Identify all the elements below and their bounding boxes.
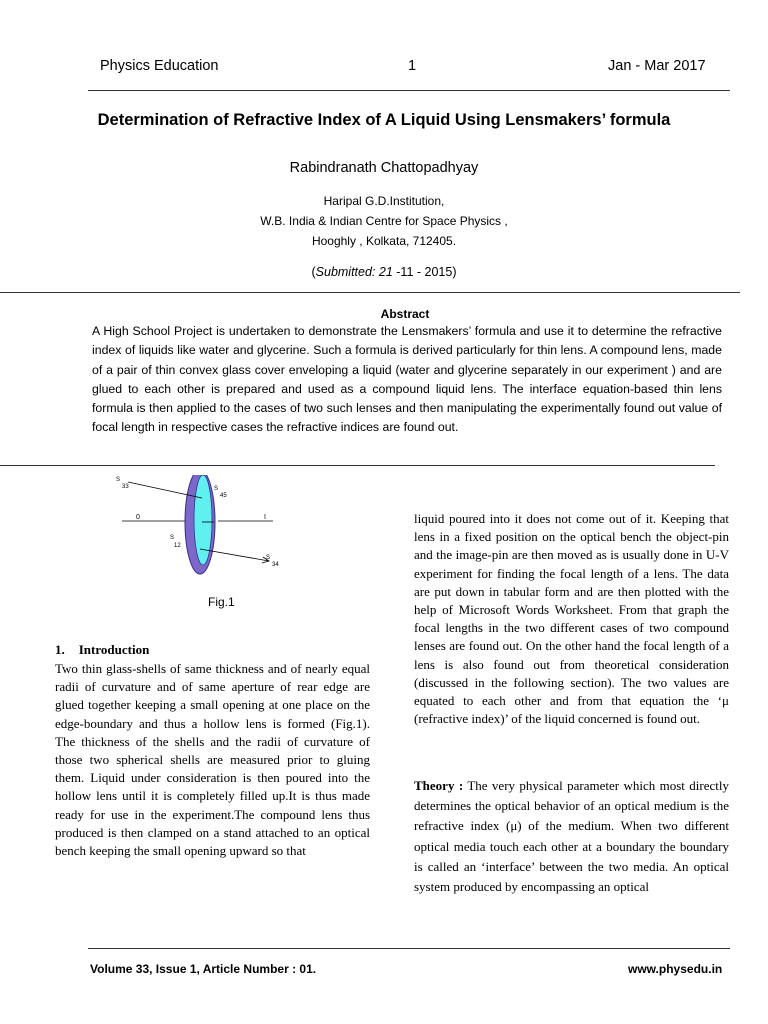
abstract-bottom-rule [0, 465, 715, 466]
label-o: 0 [136, 514, 140, 521]
footer-rule [88, 948, 730, 949]
introduction-text: Two thin glass-shells of same thickness and of nearly equal radii of curvature and of same aperture of rear edge are glued together keeping a small opening at one place on the edge-boundary and thus a hollow lens is formed (Fig.1). The thickness of the shells and the radii of curvature of those two spherical shells are measured prior to gluing them. Liquid under consideration is then poured into the hollow lens until it is completely filled up.It is thus made ready for use in the experiment.The compound lens thus produced is then clamped on a stand attached to an optical bench keeping the small opening upward so that [55, 661, 370, 859]
column-two-text: liquid poured into it does not come out of it. Keeping that lens in a fixed position on the optical bench the object-pin and the image-pin are then moved as is usually done in U-V experiment for finding the focal length of a lens. The data are put down in tabular form and are then plotted with the help of Microsoft Words Worksheet. From that graph the focal lengths in the two different cases of two compound lenses are found out. On the other hand the focal length of a lens is also found out from theoretical consideration (discussed in the following section). The two values are equated to each other and from that equation the ‘μ (refractive index)’ of the liquid concerned is found out. [414, 511, 729, 727]
theory-label: Theory : [414, 778, 464, 793]
label-i: I [264, 514, 266, 521]
abstract-text: A High School Project is undertaken to demonstrate the Lensmakers’ formula and use it to determine the refractive index of liquids like water and glycerine. Such a formula is derived particularly for thin lens. A compound lens, made of a pair of thin convex glass cover enveloping a liquid (water and glycerine separately in our experiment ) and are glued to each other is prepared and used as a compound liquid lens. The interface equation-based thin lens formula is then applied to the cases of two such lenses and then manipulating the experimentally found out value of focal length in respective cases the refractive indices are found out. [92, 324, 722, 435]
submitted-date [0, 265, 768, 279]
label-s34: S34 [266, 555, 279, 568]
author-name: Rabindranath Chattopadhyay [289, 160, 479, 176]
abstract-heading: Abstract [380, 307, 430, 321]
journal-name: Physics Education [100, 58, 219, 74]
affiliation-line-1: Haripal G.D.Institution, [323, 194, 445, 208]
label-s45: S45 [214, 486, 227, 499]
submitted-label: Submitted: 21 [315, 265, 393, 279]
label-s12: S12 [170, 535, 181, 549]
footer-volume: Volume 33, Issue 1, Article Number : 01. [90, 962, 317, 976]
issue-date: Jan - Mar 2017 [608, 58, 706, 74]
label-s33: S33 [116, 477, 129, 490]
theory-paragraph [414, 776, 729, 897]
lens-liquid [194, 475, 212, 565]
section-number: 1. [55, 642, 65, 657]
theory-text: The very physical parameter which most directly determines the optical behavior of an optical medium is the refractive index (μ) of the medium. When two different optical media touch each other at a boundary the boundary is called an ‘interface’ between the two media. An optical system produced by encompassing an optical [414, 778, 729, 895]
submitted-rest: -11 - 2015) [392, 265, 457, 279]
submitted-open: ( [311, 265, 316, 279]
paper-title: Determination of Refractive Index of A Liquid Using Lensmakers’ formula [97, 111, 671, 129]
footer-website[interactable]: www.physedu.in [628, 962, 723, 976]
section-title: Introduction [78, 642, 150, 657]
section-heading-introduction [55, 642, 163, 658]
figure-lens-diagram [108, 475, 298, 580]
page-number: 1 [408, 58, 417, 74]
figure-caption: Fig.1 [208, 595, 235, 609]
abstract-top-rule [0, 292, 740, 293]
header-rule [88, 90, 730, 91]
affiliation-line-2: W.B. India & Indian Centre for Space Physics , [260, 214, 508, 228]
affiliation-line-3: Hooghly , Kolkata, 712405. [311, 234, 457, 248]
